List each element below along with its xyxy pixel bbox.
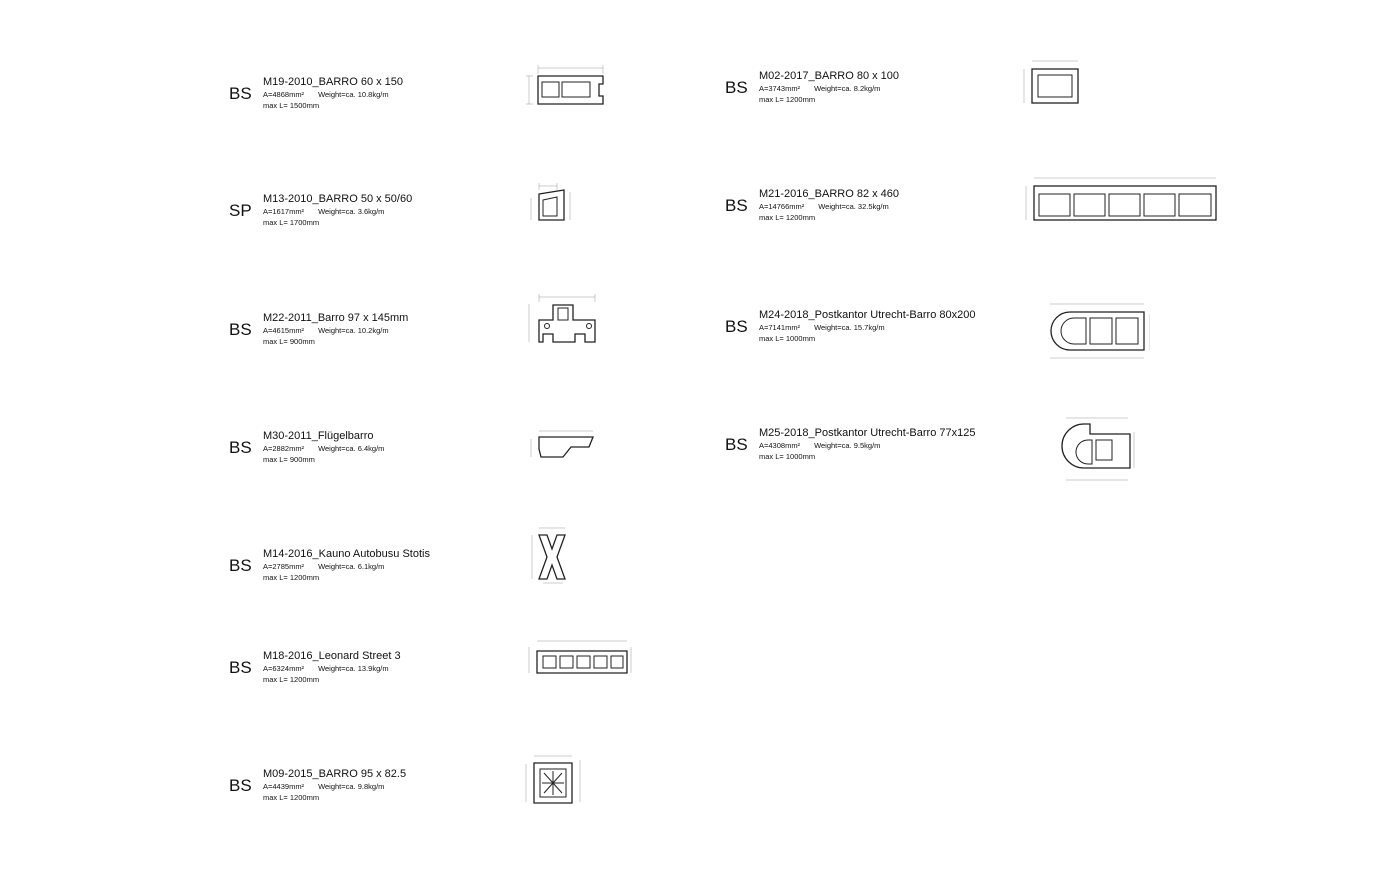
profile-title: M24-2018_Postkantor Utrecht-Barro 80x200 — [759, 309, 976, 321]
profile-max-length: max L= 1200mm — [263, 675, 320, 684]
profile-code: BS — [229, 320, 252, 339]
profile-area: A=2882mm² — [263, 444, 305, 453]
profile-info — [759, 70, 899, 105]
profile-specs — [263, 89, 403, 100]
profile-title: M14-2016_Kauno Autobusu Stotis — [263, 548, 430, 560]
profile-drawing-m24 — [1030, 296, 1150, 366]
profile-specs — [263, 561, 430, 572]
profile-area: A=14766mm² — [759, 202, 805, 211]
profile-area: A=4308mm² — [759, 441, 801, 450]
profile-max-length: max L= 900mm — [263, 337, 315, 346]
profile-max-length: max L= 1000mm — [759, 334, 816, 343]
profile-drawing-m25 — [1050, 410, 1140, 485]
profile-specs — [263, 325, 408, 336]
profile-max-length: max L= 1200mm — [759, 213, 816, 222]
profile-weight: Weight=ca. 6.1kg/m — [318, 562, 385, 571]
profile-code: BS — [229, 556, 252, 575]
profile-weight: Weight=ca. 9.5kg/m — [814, 441, 881, 450]
profile-code: BS — [229, 438, 252, 457]
profile-info — [759, 188, 899, 223]
profile-code: BS — [725, 317, 748, 336]
profile-drawing-m21 — [1020, 172, 1220, 227]
profile-drawing-m30 — [523, 425, 598, 465]
profile-info — [263, 548, 430, 583]
profile-max-length: max L= 1700mm — [263, 218, 320, 227]
profile-info — [263, 768, 406, 803]
profile-max-length: max L= 1200mm — [263, 573, 320, 582]
profile-specs — [759, 322, 975, 333]
profile-code: BS — [229, 84, 252, 103]
profile-drawing-m22 — [523, 290, 603, 350]
profile-info — [263, 76, 403, 111]
profile-title: M13-2010_BARRO 50 x 50/60 — [263, 193, 413, 205]
profile-max-length: max L= 1000mm — [759, 452, 816, 461]
profile-max-length: max L= 1500mm — [263, 101, 320, 110]
profile-weight: Weight=ca. 6.4kg/m — [318, 444, 385, 453]
profile-drawing-m18 — [523, 635, 633, 677]
profile-area: A=6324mm² — [263, 664, 305, 673]
profile-specs — [759, 440, 975, 451]
profile-title: M30-2011_Flügelbarro — [263, 430, 374, 442]
profile-weight: Weight=ca. 8.2kg/m — [814, 84, 881, 93]
profile-title: M21-2016_BARRO 82 x 460 — [759, 188, 900, 200]
profile-info — [263, 193, 412, 228]
profile-weight: Weight=ca. 10.8kg/m — [318, 90, 389, 99]
profile-weight: Weight=ca. 9.8kg/m — [318, 782, 385, 791]
profile-title: M19-2010_BARRO 60 x 150 — [263, 76, 404, 88]
profile-specs — [759, 201, 899, 212]
profile-weight: Weight=ca. 13.9kg/m — [318, 664, 389, 673]
profile-drawing-m14 — [527, 523, 577, 588]
profile-info — [759, 427, 975, 462]
profile-specs — [759, 83, 899, 94]
profile-title: M02-2017_BARRO 80 x 100 — [759, 70, 900, 82]
profile-specs — [263, 206, 412, 217]
profile-code: SP — [229, 201, 252, 220]
profile-title: M09-2015_BARRO 95 x 82.5 — [263, 768, 407, 780]
profile-area: A=4868mm² — [263, 90, 305, 99]
profile-code: BS — [725, 196, 748, 215]
profile-area: A=4439mm² — [263, 782, 305, 791]
profile-info — [263, 312, 408, 347]
profile-area: A=1617mm² — [263, 207, 305, 216]
profile-specs — [263, 663, 401, 674]
profile-code: BS — [725, 435, 748, 454]
profile-code: BS — [229, 658, 252, 677]
profile-info — [263, 650, 401, 685]
profile-weight: Weight=ca. 3.6kg/m — [318, 207, 385, 216]
profile-code: BS — [229, 776, 252, 795]
profile-specs — [263, 781, 406, 792]
profile-title: M25-2018_Postkantor Utrecht-Barro 77x125 — [759, 427, 976, 439]
profile-area: A=7141mm² — [759, 323, 801, 332]
profile-title: M18-2016_Leonard Street 3 — [263, 650, 401, 662]
profile-weight: Weight=ca. 15.7kg/m — [814, 323, 885, 332]
profile-max-length: max L= 1200mm — [759, 95, 816, 104]
profile-weight: Weight=ca. 10.2kg/m — [318, 326, 389, 335]
profile-drawing-m02 — [1018, 55, 1083, 110]
profile-info — [263, 430, 384, 465]
profile-code: BS — [725, 78, 748, 97]
profile-weight: Weight=ca. 32.5kg/m — [818, 202, 889, 211]
profile-area: A=3743mm² — [759, 84, 801, 93]
profile-max-length: max L= 900mm — [263, 455, 315, 464]
profile-info — [759, 309, 975, 344]
profile-max-length: max L= 1200mm — [263, 793, 320, 802]
profile-area: A=4615mm² — [263, 326, 305, 335]
profile-drawing-m09 — [520, 750, 585, 810]
profile-specs — [263, 443, 384, 454]
profile-drawing-m19 — [525, 62, 610, 107]
profile-title: M22-2011_Barro 97 x 145mm — [263, 312, 409, 324]
profile-drawing-m13 — [527, 180, 577, 225]
profile-area: A=2785mm² — [263, 562, 305, 571]
